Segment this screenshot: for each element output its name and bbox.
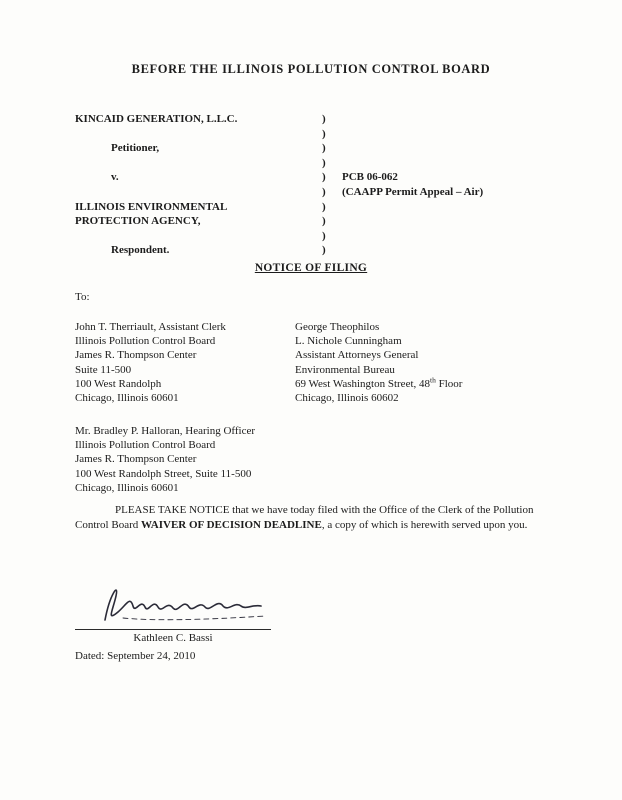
caption-case-column: [342, 112, 547, 258]
case-caption: [75, 112, 547, 258]
address-line: Illinois Pollution Control Board: [75, 335, 216, 348]
paren-glyph: ): [322, 127, 326, 140]
hearing-officer-address-block: [75, 424, 255, 495]
petitioner-name: KINCAID GENERATION, L.L.C.: [75, 113, 238, 125]
address-line: 100 West Randolph: [75, 377, 162, 390]
address-line: Chicago, Illinois 60601: [75, 481, 179, 494]
signature-line: [75, 629, 271, 630]
address-line: L. Nichole Cunningham: [295, 335, 402, 348]
caption-parties-column: [75, 112, 322, 258]
paren-glyph: ): [322, 142, 326, 155]
petitioner-role: Petitioner,: [111, 142, 160, 155]
document-title: BEFORE THE ILLINOIS POLLUTION CONTROL BOARD: [131, 62, 491, 76]
address-line: 100 West Randolph Street, Suite 11-500: [75, 467, 252, 480]
attorneys-address-block: [295, 320, 462, 405]
to-label: To:: [75, 291, 90, 303]
caption-spacer: [342, 141, 547, 156]
case-descriptor: (CAAPP Permit Appeal – Air): [342, 185, 484, 198]
paren-glyph: ): [322, 200, 326, 213]
floor-ordinal-superscript: th: [430, 375, 436, 385]
address-line: James R. Thompson Center: [75, 349, 197, 362]
notice-text-after: , a copy of which is herewith served upon you.: [321, 519, 528, 532]
caption-spacer: [342, 156, 547, 171]
address-line-street: [295, 377, 462, 391]
case-number: PCB 06-062: [342, 171, 398, 184]
street-text: 69 West Washington Street, 48: [295, 377, 431, 390]
address-line: Suite 11-500: [75, 363, 132, 376]
notice-text-before: PLEASE TAKE NOTICE that we have today filed with the Office of the Clerk of the Pollution Control Board: [75, 504, 534, 532]
address-line: Assistant Attorneys General: [295, 349, 419, 362]
dated-line: Dated: September 24, 2010: [75, 650, 196, 662]
paren-glyph: ): [322, 185, 326, 198]
address-line: Environmental Bureau: [295, 363, 395, 376]
address-line: Chicago, Illinois 60602: [295, 391, 399, 404]
respondent-role: Respondent.: [111, 244, 170, 257]
caption-spacer: [75, 127, 322, 142]
respondent-name-line1: ILLINOIS ENVIRONMENTAL: [75, 200, 228, 213]
address-line: George Theophilos: [295, 321, 380, 333]
street-suffix: Floor: [435, 377, 463, 390]
address-line: James R. Thompson Center: [75, 453, 197, 466]
clerk-address-block: [75, 320, 226, 405]
address-line: Mr. Bradley P. Halloran, Hearing Officer: [75, 425, 256, 437]
waiver-title-bold: WAIVER OF DECISION DEADLINE: [141, 519, 322, 532]
caption-paren-column: [322, 112, 342, 258]
paren-glyph: ): [322, 171, 326, 184]
paren-glyph: ): [322, 156, 326, 169]
notice-paragraph: [75, 503, 553, 533]
handwritten-signature: [83, 574, 283, 632]
caption-spacer: [75, 229, 322, 244]
respondent-name-line2: PROTECTION AGENCY,: [75, 215, 201, 228]
caption-spacer: [342, 127, 547, 142]
versus-label: v.: [111, 171, 119, 184]
signature-typed-name: Kathleen C. Bassi: [133, 632, 213, 644]
paren-glyph: ): [322, 215, 326, 228]
address-line: Illinois Pollution Control Board: [75, 439, 216, 452]
notice-of-filing-heading: NOTICE OF FILING: [254, 262, 368, 274]
paren-glyph: ): [322, 244, 326, 257]
caption-spacer: [75, 156, 322, 171]
address-line: Chicago, Illinois 60601: [75, 391, 179, 404]
address-line: John T. Therriault, Assistant Clerk: [75, 321, 226, 333]
paren-glyph: ): [322, 113, 326, 125]
paren-glyph: ): [322, 229, 326, 242]
caption-spacer: [342, 112, 547, 127]
caption-spacer: [75, 185, 322, 200]
